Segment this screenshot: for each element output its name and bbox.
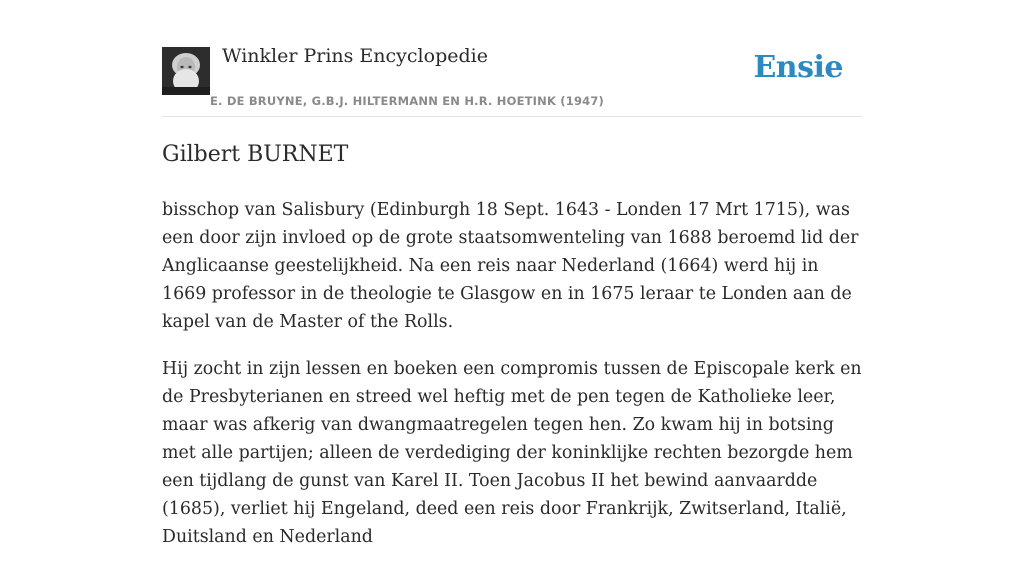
ensie-logo[interactable]: Ensie <box>753 50 843 85</box>
article-paragraph: Hij zocht in zijn lessen en boeken een compromis tussen de Episcopale kerk en de Presbyterianen en streed wel heftig met de pen tegen de Katholieke leer, maar was afkerig van dwangmaatregelen tegen hen. Zo kwam hij in botsing met alle partijen; alleen de verdediging der koninklijke rechten bezorgde hem een tijdlang de gunst van Karel II. Toen Jacobus II het bewind aanvaardde (1685), verliet hij Engeland, deed een reis door Frankrijk, Zwitserland, Italië, Duitsland en Nederland <box>162 359 862 547</box>
portrait-image <box>162 47 210 95</box>
source-authors: E. DE BRUYNE, G.B.J. HILTERMANN EN H.R. HOETINK (1947) <box>210 94 605 108</box>
article <box>162 140 862 570</box>
article-title: Gilbert BURNET <box>162 142 349 167</box>
article-paragraph: bisschop van Salisbury (Edinburgh 18 Sept. 1643 - Londen 17 Mrt 1715), was een door zijn invloed op de grote staatsomwenteling van 1688 beroemd lid der Anglicaanse geestelijkheid. Na een reis naar Nederland (1664) werd hij in 1669 professor in de theologie te Glasgow en in 1675 leraar te Londen aan de kapel van de Master of the Rolls. <box>162 200 859 332</box>
source-header <box>162 40 862 117</box>
author-portrait[interactable] <box>162 47 210 95</box>
source-title[interactable]: Winkler Prins Encyclopedie <box>222 45 488 67</box>
